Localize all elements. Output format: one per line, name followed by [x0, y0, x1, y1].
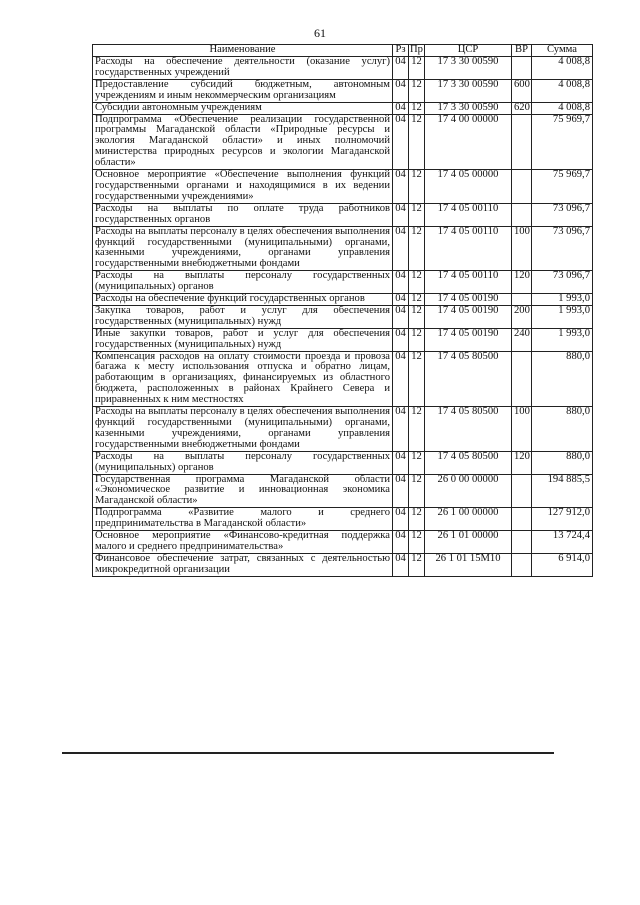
row-csr: 17 3 30 00590 — [425, 57, 512, 80]
row-vr — [512, 203, 532, 226]
row-name: Финансовое обеспечение затрат, связанных с деятельностью микрокредитной организации — [93, 553, 393, 576]
header-sum: Сумма — [532, 45, 593, 57]
row-rz: 04 — [393, 474, 409, 508]
row-name: Расходы на обеспечение функций государственных органов — [93, 294, 393, 306]
row-sum: 1 993,0 — [532, 305, 593, 328]
row-rz: 04 — [393, 79, 409, 102]
table-row — [93, 451, 593, 474]
row-name: Государственная программа Магаданской области «Экономическое развитие и инновационная экономика Магаданской области» — [93, 474, 393, 508]
table-row — [93, 531, 593, 554]
row-sum: 73 096,7 — [532, 271, 593, 294]
row-csr: 26 1 01 15М10 — [425, 553, 512, 576]
row-sum: 4 008,8 — [532, 57, 593, 80]
row-rz: 04 — [393, 351, 409, 407]
table-row — [93, 102, 593, 114]
row-name: Закупка товаров, работ и услуг для обеспечения государственных (муниципальных) нужд — [93, 305, 393, 328]
row-pr: 12 — [409, 203, 425, 226]
header-name: Наименование — [93, 45, 393, 57]
row-csr: 26 1 01 00000 — [425, 531, 512, 554]
footer-divider — [62, 752, 554, 754]
row-name: Предоставление субсидий бюджетным, автономным учреждениям и иным некоммерческим организациям — [93, 79, 393, 102]
row-rz: 04 — [393, 170, 409, 204]
table-row — [93, 508, 593, 531]
row-vr — [512, 294, 532, 306]
row-rz: 04 — [393, 226, 409, 271]
table-row — [93, 294, 593, 306]
row-vr — [512, 508, 532, 531]
row-pr: 12 — [409, 102, 425, 114]
row-csr: 17 4 05 80500 — [425, 451, 512, 474]
row-sum: 1 993,0 — [532, 328, 593, 351]
row-vr: 100 — [512, 407, 532, 452]
row-csr: 17 4 05 00190 — [425, 294, 512, 306]
row-name: Расходы на выплаты персоналу государственных (муниципальных) органов — [93, 451, 393, 474]
row-pr: 12 — [409, 305, 425, 328]
row-name: Компенсация расходов на оплату стоимости проезда и провоза багажа к месту использования отпуска и обратно лицам, работающим в организациях, финансируемых из областного бюджета, расположенных в районах Крайнего Севера и приравненных к ним местностях — [93, 351, 393, 407]
row-pr: 12 — [409, 294, 425, 306]
row-pr: 12 — [409, 79, 425, 102]
row-vr — [512, 474, 532, 508]
row-name: Расходы на выплаты персоналу в целях обеспечения выполнения функций государственными (муниципальными) органами, казенными учреждениями, органами управления государственными внебюджетными фондами — [93, 226, 393, 271]
header-csr: ЦСР — [425, 45, 512, 57]
table-row — [93, 271, 593, 294]
row-sum: 75 969,7 — [532, 170, 593, 204]
row-vr: 100 — [512, 226, 532, 271]
row-sum: 73 096,7 — [532, 226, 593, 271]
row-name: Основное мероприятие «Финансово-кредитная поддержка малого и среднего предпринимательства» — [93, 531, 393, 554]
row-vr — [512, 351, 532, 407]
table-row — [93, 351, 593, 407]
row-pr: 12 — [409, 328, 425, 351]
row-name: Подпрограмма «Развитие малого и среднего предпринимательства в Магаданской области» — [93, 508, 393, 531]
table-row — [93, 474, 593, 508]
row-pr: 12 — [409, 407, 425, 452]
row-vr: 600 — [512, 79, 532, 102]
row-rz: 04 — [393, 102, 409, 114]
row-csr: 17 4 00 00000 — [425, 114, 512, 170]
row-sum: 880,0 — [532, 451, 593, 474]
table-row — [93, 79, 593, 102]
header-pr: Пр — [410, 44, 423, 55]
row-pr: 12 — [409, 271, 425, 294]
header-rz: Рз — [393, 45, 409, 57]
row-csr: 26 1 00 00000 — [425, 508, 512, 531]
row-rz: 04 — [393, 294, 409, 306]
row-pr: 12 — [409, 508, 425, 531]
row-pr: 12 — [409, 114, 425, 170]
row-csr: 17 4 05 00110 — [425, 203, 512, 226]
row-sum: 880,0 — [532, 351, 593, 407]
row-csr: 17 4 05 80500 — [425, 407, 512, 452]
row-vr — [512, 57, 532, 80]
table-row — [93, 305, 593, 328]
row-csr: 17 3 30 00590 — [425, 79, 512, 102]
row-sum: 194 885,5 — [532, 474, 593, 508]
table-row — [93, 328, 593, 351]
table-row — [93, 203, 593, 226]
row-sum: 75 969,7 — [532, 114, 593, 170]
row-vr — [512, 114, 532, 170]
row-csr: 17 4 05 80500 — [425, 351, 512, 407]
row-vr — [512, 553, 532, 576]
row-pr: 12 — [409, 451, 425, 474]
row-name: Расходы на выплаты персоналу государственных (муниципальных) органов — [93, 271, 393, 294]
budget-table — [92, 44, 593, 577]
row-sum: 1 993,0 — [532, 294, 593, 306]
row-rz: 04 — [393, 531, 409, 554]
row-name: Расходы на обеспечение деятельности (оказание услуг) государственных учреждений — [93, 57, 393, 80]
row-vr: 120 — [512, 271, 532, 294]
row-vr: 120 — [512, 451, 532, 474]
table-row — [93, 553, 593, 576]
row-csr: 17 4 05 00190 — [425, 305, 512, 328]
row-rz: 04 — [393, 114, 409, 170]
row-rz: 04 — [393, 407, 409, 452]
row-pr: 12 — [409, 553, 425, 576]
row-name: Подпрограмма «Обеспечение реализации государственной программы Магаданской области «Природные ресурсы и экология Магаданской области» и иных полномочий министерства природных ресурсов и экологии Магаданской области» — [93, 114, 393, 170]
row-pr: 12 — [409, 531, 425, 554]
row-name: Основное мероприятие «Обеспечение выполнения функций государственными органами и находящимися в их ведении государственными учреждениями» — [93, 170, 393, 204]
row-csr: 17 4 05 00190 — [425, 328, 512, 351]
row-sum: 127 912,0 — [532, 508, 593, 531]
row-csr: 26 0 00 00000 — [425, 474, 512, 508]
row-sum: 880,0 — [532, 407, 593, 452]
row-name: Иные закупки товаров, работ и услуг для обеспечения государственных (муниципальных) нужд — [93, 328, 393, 351]
row-pr: 12 — [409, 226, 425, 271]
row-pr: 12 — [409, 351, 425, 407]
row-rz: 04 — [393, 305, 409, 328]
row-vr: 620 — [512, 102, 532, 114]
row-rz: 04 — [393, 553, 409, 576]
row-rz: 04 — [393, 508, 409, 531]
row-pr: 12 — [409, 474, 425, 508]
row-rz: 04 — [393, 271, 409, 294]
table-row — [93, 57, 593, 80]
table-row — [93, 226, 593, 271]
row-sum: 13 724,4 — [532, 531, 593, 554]
row-csr: 17 4 05 00110 — [425, 271, 512, 294]
row-pr: 12 — [409, 170, 425, 204]
row-rz: 04 — [393, 451, 409, 474]
table-header-row — [93, 45, 593, 57]
row-sum: 4 008,8 — [532, 102, 593, 114]
row-pr: 12 — [409, 57, 425, 80]
page-number: 61 — [314, 26, 326, 40]
header-vr: ВР — [512, 45, 532, 57]
row-name: Расходы на выплаты персоналу в целях обеспечения выполнения функций государственными (муниципальными) органами, казенными учреждениями, органами управления государственными внебюджетными фондами — [93, 407, 393, 452]
row-rz: 04 — [393, 57, 409, 80]
table-row — [93, 170, 593, 204]
row-vr — [512, 531, 532, 554]
row-name: Расходы на выплаты по оплате труда работников государственных органов — [93, 203, 393, 226]
row-vr — [512, 170, 532, 204]
row-rz: 04 — [393, 328, 409, 351]
row-vr: 200 — [512, 305, 532, 328]
table-row — [93, 407, 593, 452]
row-name: Субсидии автономным учреждениям — [93, 102, 393, 114]
row-rz: 04 — [393, 203, 409, 226]
table-row — [93, 114, 593, 170]
row-vr: 240 — [512, 328, 532, 351]
row-csr: 17 4 05 00000 — [425, 170, 512, 204]
row-sum: 6 914,0 — [532, 553, 593, 576]
row-sum: 4 008,8 — [532, 79, 593, 102]
row-sum: 73 096,7 — [532, 203, 593, 226]
row-csr: 17 4 05 00110 — [425, 226, 512, 271]
row-csr: 17 3 30 00590 — [425, 102, 512, 114]
